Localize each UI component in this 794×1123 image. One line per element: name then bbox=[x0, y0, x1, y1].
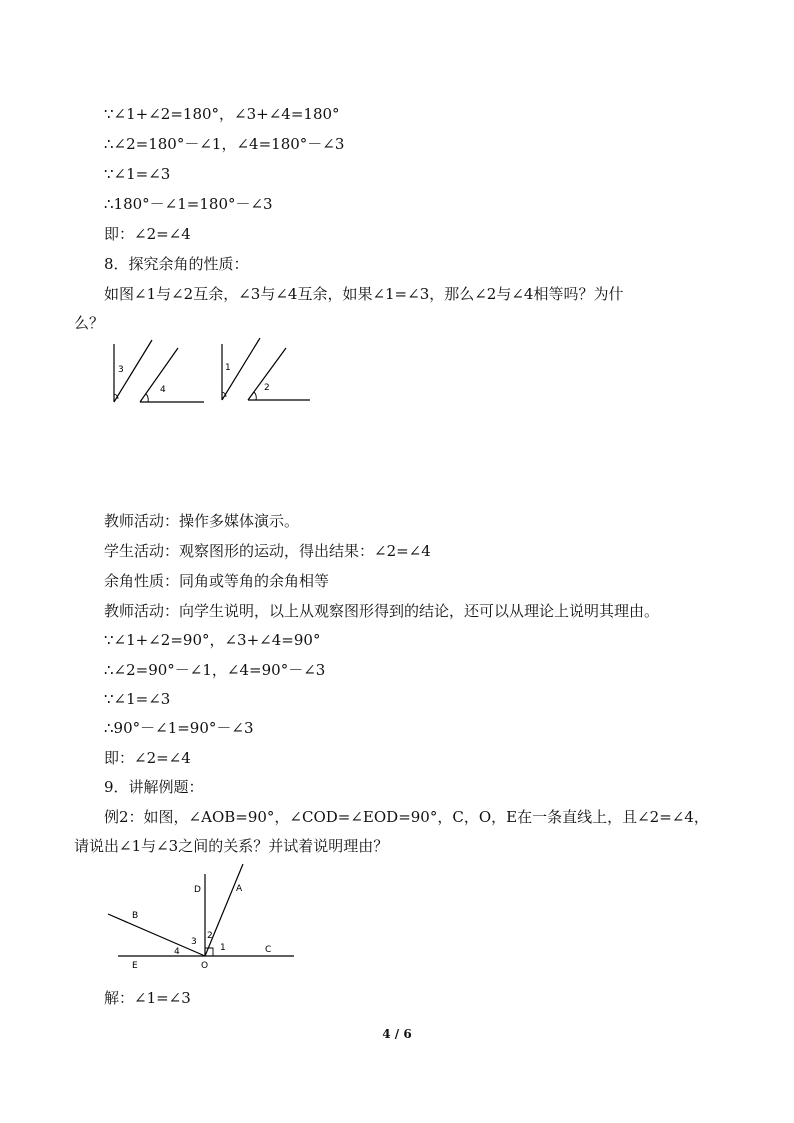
fig1-label-1: 1 bbox=[225, 363, 231, 373]
complementary-angles-figure bbox=[100, 338, 340, 418]
fig2-label-e: E bbox=[132, 961, 138, 971]
text-line-3: ∵∠1=∠3 bbox=[104, 165, 171, 183]
text-line-teacher-2: 教师活动：向学生说明，以上从观察图形得到的结论，还可以从理论上说明其理由。 bbox=[104, 602, 660, 620]
fig2-label-4: 4 bbox=[174, 947, 180, 957]
example-2-figure bbox=[100, 862, 300, 972]
fig2-label-2: 2 bbox=[207, 931, 213, 941]
text-line-property: 余角性质：同角或等角的余角相等 bbox=[104, 572, 330, 590]
text-line-2: ∴∠2=180°－∠1，∠4=180°－∠3 bbox=[104, 135, 345, 153]
text-line-proof-3: ∵∠1=∠3 bbox=[104, 690, 171, 708]
fig2-label-d: D bbox=[194, 885, 201, 895]
fig2-label-1: 1 bbox=[220, 943, 226, 953]
text-line-5: 即：∠2=∠4 bbox=[104, 225, 191, 243]
figure-left bbox=[114, 340, 204, 402]
question-8-line-2: 么？ bbox=[74, 314, 105, 332]
text-line-teacher-1: 教师活动：操作多媒体演示。 bbox=[104, 512, 300, 530]
fig2-label-a: A bbox=[236, 884, 243, 894]
text-line-proof-5: 即：∠2=∠4 bbox=[104, 749, 191, 767]
fig1-label-2: 2 bbox=[264, 383, 270, 393]
fig2-label-o: O bbox=[201, 961, 209, 971]
text-line-4: ∴180°－∠1=180°－∠3 bbox=[104, 195, 273, 213]
section-8-heading: 8．探究余角的性质： bbox=[104, 255, 249, 273]
fig2-label-c: C bbox=[265, 945, 272, 955]
text-line-1: ∵∠1+∠2=180°，∠3+∠4=180° bbox=[104, 105, 340, 123]
solution-line: 解：∠1=∠3 bbox=[104, 989, 191, 1007]
fig2-label-b: B bbox=[132, 911, 139, 921]
question-8-line-1: 如图∠1与∠2互余，∠3与∠4互余，如果∠1=∠3，那么∠2与∠4相等吗？为什 bbox=[104, 285, 624, 303]
section-9-heading: 9．讲解例题： bbox=[104, 778, 204, 796]
fig2-label-3: 3 bbox=[191, 937, 197, 947]
text-line-proof-4: ∴90°－∠1=90°－∠3 bbox=[104, 719, 254, 737]
example-2-line-2: 请说出∠1与∠3之间的关系？并试着说明理由？ bbox=[74, 837, 389, 855]
example-2-line-1: 例2：如图，∠AOB=90°，∠COD=∠EOD=90°，C，O，E在一条直线上，且∠2=∠4， bbox=[104, 808, 709, 826]
text-line-proof-1: ∵∠1+∠2=90°，∠3+∠4=90° bbox=[104, 631, 321, 649]
text-line-proof-2: ∴∠2=90°－∠1，∠4=90°－∠3 bbox=[104, 661, 326, 679]
page-number: 4 / 6 bbox=[382, 1027, 412, 1041]
text-line-student: 学生活动：观察图形的运动，得出结果：∠2=∠4 bbox=[104, 542, 431, 560]
figure-right bbox=[222, 338, 310, 400]
fig1-label-3: 3 bbox=[118, 365, 124, 375]
fig1-label-4: 4 bbox=[160, 385, 166, 395]
